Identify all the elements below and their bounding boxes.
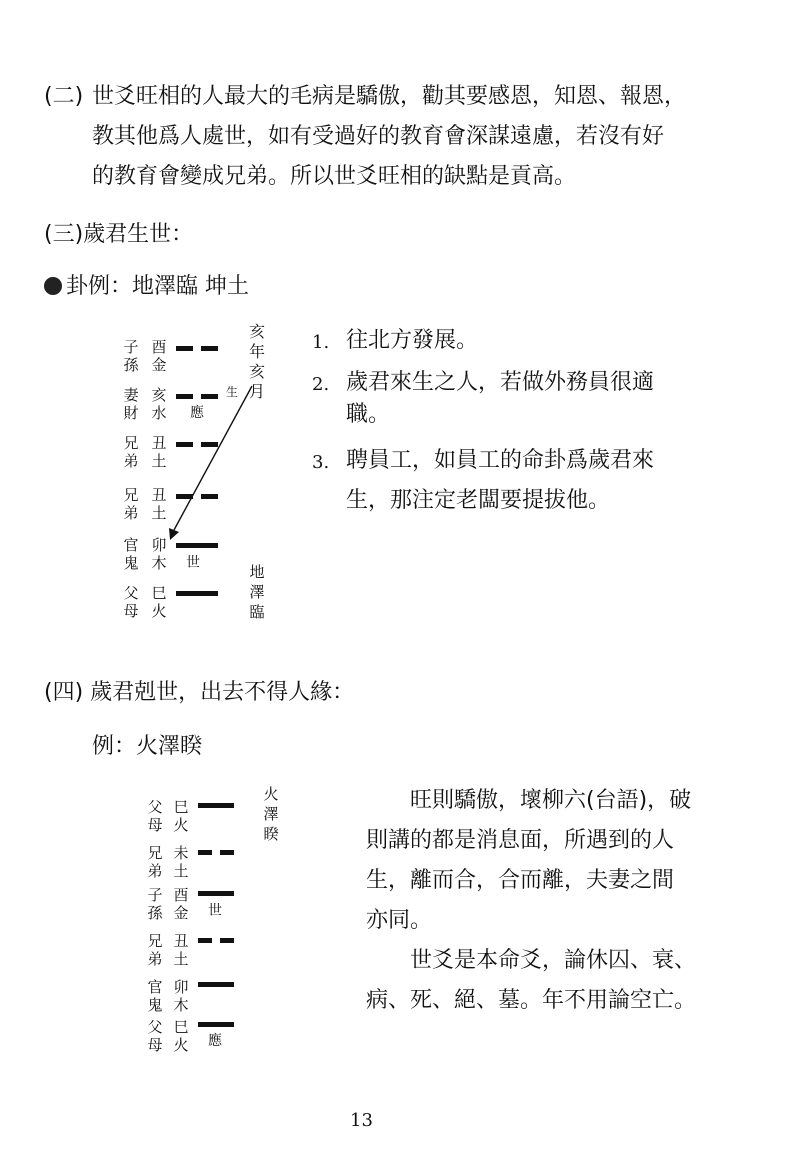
hex2-line-4-yin (198, 938, 234, 943)
section-4-text-4: 亦同。 (366, 908, 433, 933)
hex1-line-1-yin (176, 346, 218, 351)
hex2-shi-mark: 世 (208, 903, 222, 919)
section-4-text-2: 則講的都是消息面，所遇到的人 (366, 828, 675, 853)
paragraph-2-line-2: 教其他爲人處世，如有受過好的教育會深謀遠慮，若沒有好 (92, 124, 665, 149)
section-4-heading: (四) 歲君剋世，出去不得人緣： (44, 680, 355, 705)
hex1-line-4-element: 丑 土 (151, 486, 167, 522)
section-4-text-6: 病、死、絕、墓。年不用論空亡。 (366, 988, 697, 1013)
point-3-text-2: 生，那注定老闆要提拔他。 (346, 488, 611, 513)
paragraph-2-line-3: 的教育會變成兄弟。所以世爻旺相的缺點是貢高。 (92, 164, 577, 189)
hex2-line-3-element: 酉 金 (173, 886, 189, 922)
point-1-num: 1. (312, 332, 330, 353)
hex2-line-2-relation: 兄 弟 (147, 844, 163, 880)
paragraph-2-label: (二) (44, 84, 84, 109)
section-4-example-label: 例：火澤睽 (92, 734, 203, 759)
hex2-line-4-element: 丑 土 (173, 932, 189, 968)
hex1-shi-mark: 世 (186, 555, 200, 571)
hex2-line-6-yang (198, 1022, 234, 1027)
point-2-text-2: 職。 (346, 402, 391, 427)
hex1-line-1-relation: 子 孫 (123, 338, 139, 374)
hex2-line-5-relation: 官 鬼 (147, 978, 163, 1014)
hex2-line-1-yang (198, 803, 234, 808)
hex1-arrow-icon (160, 382, 270, 552)
hex1-sheng-mark: 生 (226, 385, 239, 399)
point-3-num: 3. (312, 452, 330, 473)
hex2-line-1-relation: 父 母 (147, 798, 163, 834)
hex2-line-5-element: 卯 木 (173, 978, 189, 1014)
section-3-example-label: 卦例：地澤臨 坤土 (66, 274, 249, 299)
point-2-num: 2. (312, 374, 330, 395)
hex1-ying-mark: 應 (190, 405, 204, 421)
hex2-name: 火 澤 睽 (263, 785, 279, 843)
hex1-line-4-relation: 兄 弟 (123, 486, 139, 522)
section-3-heading: (三)歲君生世： (44, 222, 194, 247)
hex1-line-3-relation: 兄 弟 (123, 434, 139, 470)
section-4-text-1: 旺則驕傲，壞柳六(台語)，破 (410, 788, 692, 813)
section-4-text-3: 生，離而合，合而離，夫妻之間 (366, 868, 675, 893)
hex1-line-1-element: 酉 金 (151, 338, 167, 374)
hex2-line-6-element: 巳 火 (173, 1018, 189, 1054)
hex1-line-5-relation: 官 鬼 (123, 536, 139, 572)
paragraph-2-line-1: 世爻旺相的人最大的毛病是驕傲，勸其要感恩，知恩、報恩， (92, 84, 687, 109)
hex1-line-2-element: 亥 水 (151, 386, 167, 422)
hex1-line-2-relation: 妻 財 (123, 386, 139, 422)
hex2-ying-mark: 應 (208, 1033, 222, 1049)
section-3-example (44, 276, 249, 298)
hex1-line-6-yang (176, 591, 218, 596)
bullet-icon (44, 277, 62, 295)
page-number: 13 (350, 1110, 373, 1131)
hex1-line-3-element: 丑 土 (151, 434, 167, 470)
hex1-name: 地 澤 臨 (249, 563, 265, 621)
point-2-text: 歲君來生之人，若做外務員很適 (346, 370, 655, 395)
hex2-line-2-element: 未 土 (173, 844, 189, 880)
hex2-line-3-relation: 子 孫 (147, 886, 163, 922)
hex2-line-2-yin (198, 850, 234, 855)
hex1-line-5-element: 卯 木 (151, 536, 167, 572)
hex2-line-5-yang (198, 982, 234, 987)
hex1-year-note: 亥 年 亥 月 (248, 322, 265, 401)
hex1-line-6-element: 巳 火 (151, 584, 167, 620)
hex2-line-4-relation: 兄 弟 (147, 932, 163, 968)
hex1-line-6-relation: 父 母 (123, 584, 139, 620)
section-4-text-5: 世爻是本命爻，論休囚、衰、 (410, 948, 697, 973)
hex2-line-6-relation: 父 母 (147, 1018, 163, 1054)
point-1-text: 往北方發展。 (346, 328, 479, 353)
point-3-text: 聘員工，如員工的命卦爲歲君來 (346, 448, 655, 473)
hex2-line-3-yang (198, 891, 234, 896)
hex2-line-1-element: 巳 火 (173, 798, 189, 834)
